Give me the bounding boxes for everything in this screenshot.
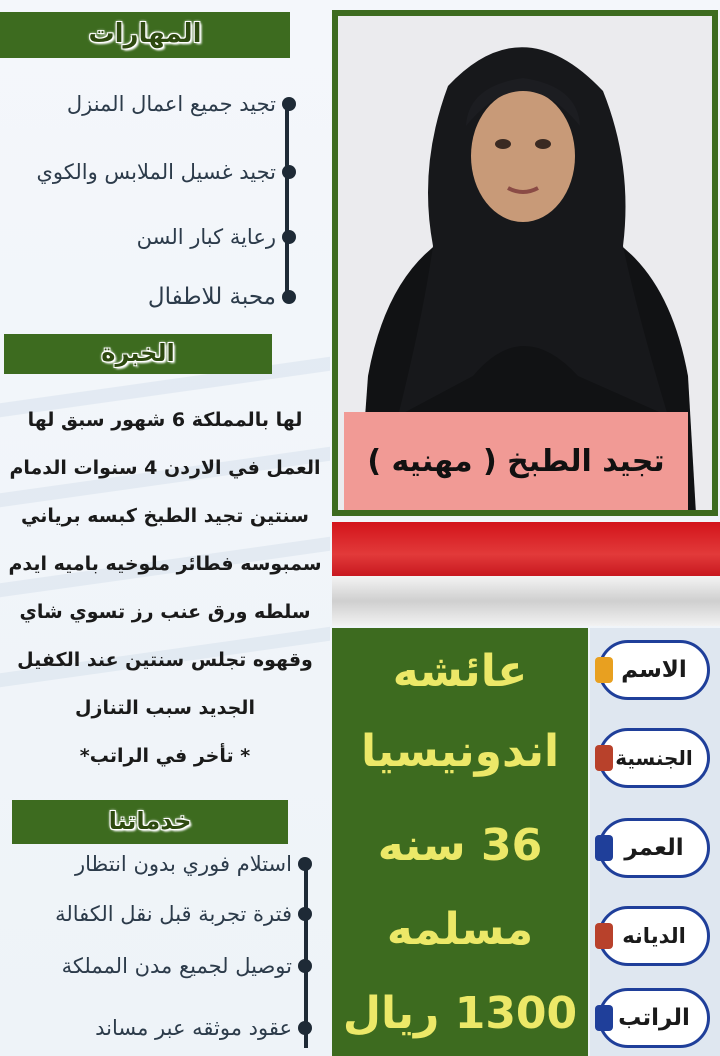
list-item: [137, 225, 296, 249]
bullet-dot-icon: [282, 165, 296, 179]
experience-title: الخبرة: [101, 339, 175, 367]
bullet-dot-icon: [298, 1021, 312, 1035]
label-name: [598, 640, 710, 700]
skills-list: [0, 72, 300, 322]
profile-values-panel: [332, 628, 588, 1056]
bullet-dot-icon: [298, 907, 312, 921]
label-nationality: [598, 728, 710, 788]
label-text: العمر: [624, 835, 684, 861]
experience-line: سمبوسه فطائر ملوخيه باميه ايدم: [8, 553, 322, 575]
label-age: [598, 818, 710, 878]
services-header: [12, 800, 288, 844]
experience-line: وقهوه تجلس سنتين عند الكفيل: [17, 649, 313, 671]
skills-timeline-line: [285, 102, 289, 302]
service-text: توصيل لجميع مدن المملكة: [61, 954, 292, 978]
list-item: [36, 160, 296, 184]
list-item: [62, 954, 312, 978]
list-item: [67, 92, 296, 116]
service-text: استلام فوري بدون انتظار: [74, 852, 292, 876]
label-text: الجنسية: [615, 746, 693, 770]
services-title: خدماتنا: [108, 807, 192, 835]
label-salary: [598, 988, 710, 1048]
experience-text: [0, 396, 330, 780]
skill-text: تجيد غسيل الملابس والكوي: [36, 160, 276, 184]
flag-white-stripe: [332, 576, 720, 626]
age-value: 36 سنه: [377, 820, 543, 871]
label-religion: [598, 906, 710, 966]
service-text: فترة تجربة قبل نقل الكفالة: [55, 902, 292, 926]
bullet-dot-icon: [298, 857, 312, 871]
experience-line: لها بالمملكة 6 شهور سبق لها: [27, 409, 303, 431]
list-item: [148, 284, 296, 310]
list-item: [75, 852, 312, 876]
skills-header: [0, 12, 290, 58]
bullet-dot-icon: [298, 959, 312, 973]
salary-value: 1300 ريال: [342, 988, 578, 1039]
bullet-dot-icon: [282, 97, 296, 111]
skill-text: رعاية كبار السن: [136, 225, 276, 249]
experience-line: الجديد سبب التنازل: [75, 697, 255, 719]
experience-header: [4, 334, 272, 374]
services-list: [0, 844, 320, 1056]
profile-labels-panel: [590, 628, 720, 1056]
experience-line: سلطه ورق عنب رز تسوي شاي: [19, 601, 311, 623]
experience-line: سنتين تجيد الطبخ كبسه برياني: [21, 505, 309, 527]
flag-red-stripe: [332, 522, 720, 576]
service-text: عقود موثقه عبر مساند: [95, 1016, 292, 1040]
skill-text: تجيد جميع اعمال المنزل: [66, 92, 276, 116]
religion-value: مسلمه: [386, 904, 534, 955]
skill-text: محبة للاطفال: [147, 284, 276, 310]
label-text: الديانه: [622, 924, 686, 948]
list-item: [95, 1016, 312, 1040]
skills-title: المهارات: [88, 19, 202, 49]
profession-text: تجيد الطبخ ( مهنيه ): [367, 443, 665, 479]
experience-line: * تأخر في الراتب*: [79, 745, 251, 767]
label-text: الاسم: [621, 657, 687, 683]
nationality-value: اندونيسيا: [360, 726, 560, 777]
list-item: [55, 902, 312, 926]
experience-line: العمل في الاردن 4 سنوات الدمام: [9, 457, 321, 479]
profession-box: [344, 412, 688, 510]
name-value: عائشه: [392, 646, 528, 697]
bullet-dot-icon: [282, 230, 296, 244]
bullet-dot-icon: [282, 290, 296, 304]
label-text: الراتب: [618, 1005, 690, 1031]
